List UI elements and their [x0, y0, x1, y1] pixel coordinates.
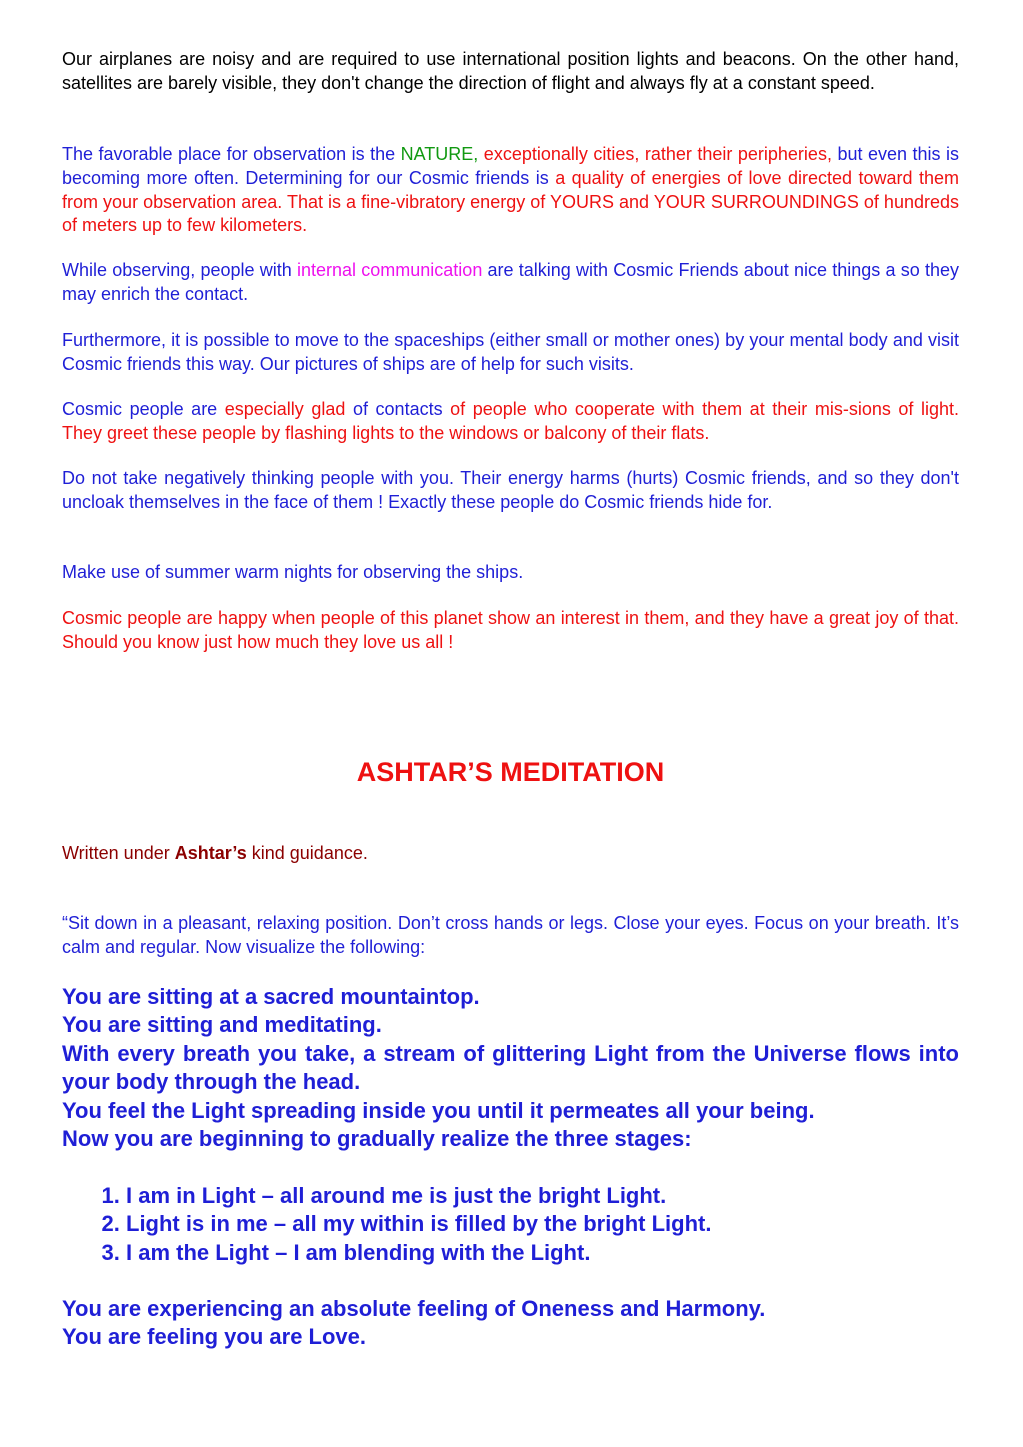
- byline-text-2: kind guidance.: [246, 843, 368, 863]
- paragraph-cosmic-joy: Cosmic people are happy when people of this planet show an interest in them, and they have a great joy of that. Should you know just how much they love us all !: [62, 608, 959, 652]
- paragraph-observation-place: [62, 143, 959, 238]
- contacts-text-3: of people who cooperate with them at their mis-sions of light. They greet these people by flashing lights to the windows or balcony of their flats.: [62, 399, 959, 443]
- stage-item: 2. Light is in me – all my within is filled by the bright Light.: [126, 1210, 959, 1238]
- communication-text-2: are talking with Cosmic Friends about nice things a so they may enrich the contact.: [62, 260, 959, 304]
- closing-line: You are feeling you are Love.: [62, 1324, 367, 1350]
- observation-text-4: a quality of energies of love directed toward them from your observation area. That is a fine-vibratory energy of YOURS and YOUR SURROUNDINGS of hundreds of meters up to few kilometers.: [62, 167, 959, 236]
- observation-text-1: The favorable place for observation is the: [62, 144, 401, 164]
- meditation-intro: “Sit down in a pleasant, relaxing position. Don’t cross hands or legs. Close your eyes. Focus on your breath. It’s calm and regular. Now visualize the following:: [62, 913, 959, 957]
- stage-item: 1. I am in Light – all around me is just the bright Light.: [126, 1182, 959, 1210]
- contacts-text-2: of contacts: [345, 399, 443, 419]
- closing-block: [62, 1295, 959, 1352]
- visualization-line: You are sitting at a sacred mountaintop.: [62, 984, 480, 1009]
- closing-line: You are experiencing an absolute feeling of Oneness and Harmony.: [62, 1296, 766, 1321]
- paragraph-internal-communication: [62, 259, 959, 307]
- visualization-line: You feel the Light spreading inside you until it permeates all your being.: [62, 1097, 815, 1123]
- stage-item: 3. I am the Light – I am blending with the Light.: [126, 1239, 959, 1267]
- three-stages-list: [62, 1182, 959, 1267]
- communication-text-1: While observing, people with: [62, 260, 298, 280]
- visualization-line: You are sitting and meditating.: [62, 1012, 382, 1038]
- section-heading: ASHTAR’S MEDITATION: [356, 757, 665, 787]
- observation-text-2: exceptionally cities, rather their peripheries,: [478, 144, 832, 164]
- paragraph-summer-nights: Make use of summer warm nights for observing the ships.: [62, 562, 524, 582]
- paragraph-negative-people: Do not take negatively thinking people with you. Their energy harms (hurts) Cosmic friends, and so they don't uncloak themselves in the face of them ! Exactly these people do Cosmic friends hide for.: [62, 468, 959, 512]
- nature-word: NATURE,: [400, 144, 479, 164]
- contacts-text-1: Cosmic people are: [62, 399, 225, 419]
- internal-communication-phrase: internal communication: [297, 260, 483, 280]
- byline-author: Ashtar’s: [174, 843, 247, 863]
- paragraph-cosmic-contacts: [62, 398, 959, 446]
- visualization-line: Now you are beginning to gradually realize the three stages:: [62, 1126, 692, 1152]
- byline-text-1: Written under: [62, 843, 175, 863]
- paragraph-airplanes: Our airplanes are noisy and are required to use international position lights and beacons. On the other hand, satellites are barely visible, they don't change the direction of flight and always fly at a constant speed.: [62, 49, 959, 93]
- especially-glad-phrase: especially glad: [224, 399, 346, 419]
- visualization-block: [62, 983, 959, 1153]
- visualization-line: With every breath you take, a stream of glittering Light from the Universe flows into your body through the head.: [62, 1040, 959, 1095]
- observation-text-3: but even this is becoming more often. Determining for our Cosmic friends is: [62, 144, 959, 188]
- byline: [62, 842, 959, 866]
- paragraph-mental-body: Furthermore, it is possible to move to the spaceships (either small or mother ones) by your mental body and visit Cosmic friends this way. Our pictures of ships are of help for such visits.: [62, 330, 959, 374]
